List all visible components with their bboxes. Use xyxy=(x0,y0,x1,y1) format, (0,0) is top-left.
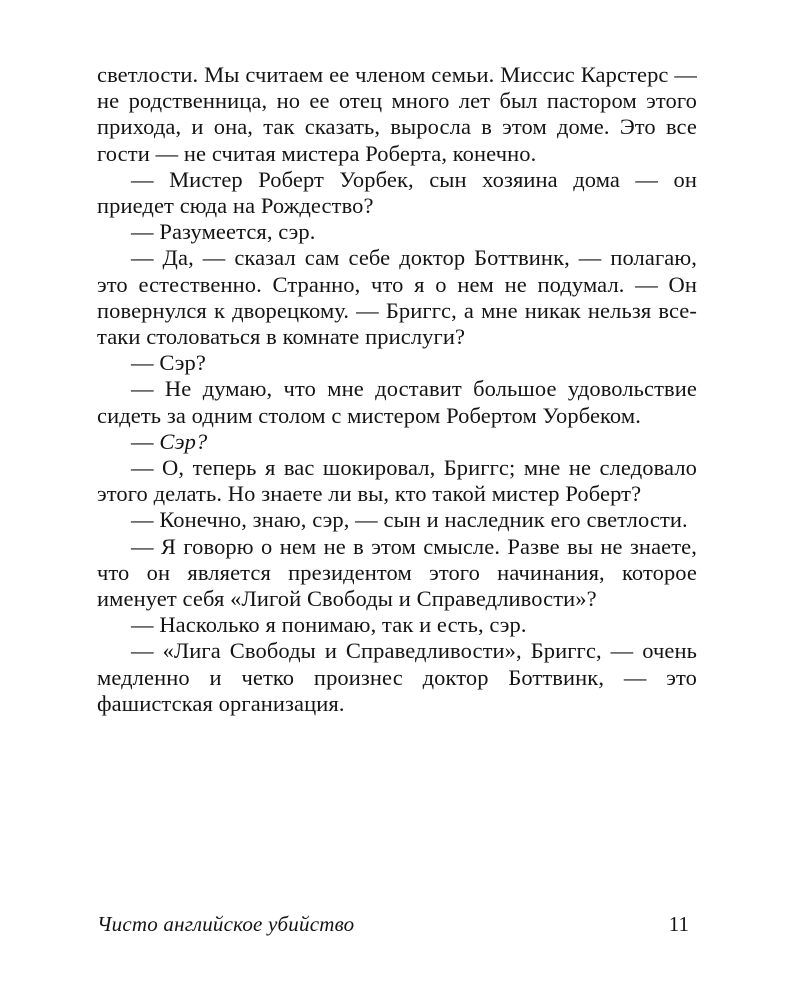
paragraph-5: — Сэр? xyxy=(131,350,206,376)
paragraph-7 xyxy=(97,429,697,455)
paragraph-7-italic: Сэр? xyxy=(159,428,208,454)
running-title: Чисто английское убийство xyxy=(97,912,355,936)
page-number: 11 xyxy=(668,912,689,936)
page-footer xyxy=(97,909,697,939)
paragraph-7-dash: — xyxy=(131,428,160,454)
paragraph-10: — Я говорю о нем не в этом смысле. Разве вы не знаете, что он является президентом этого начинания, которое именует себя «Лигой Свободы и Справедливости»? xyxy=(97,533,697,612)
paragraph-6: — Не думаю, что мне доставит большое удовольствие сидеть за одним столом с мистером Робертом Уорбеком. xyxy=(97,376,697,428)
paragraph-11: — Насколько я понимаю, так и есть, сэр. xyxy=(131,612,527,638)
paragraph-3: — Разумеется, сэр. xyxy=(131,219,316,245)
paragraph-1: светлости. Мы считаем ее членом семьи. Миссис Карстерс — не родственница, но ее отец много лет был пастором этого прихода, и она, так сказать, выросла в этом доме. Это все гости — не считая мистера Роберта, конечно. xyxy=(97,62,697,166)
paragraph-12: — «Лига Свободы и Справедливости», Бриггс, — очень медленно и четко произнес доктор Боттвинк, — это фашистская организация. xyxy=(97,638,697,716)
paragraph-2: — Мистер Роберт Уорбек, сын хозяина дома — он приедет сюда на Рождество? xyxy=(97,166,697,219)
body-text xyxy=(97,62,697,717)
paragraph-4: — Да, — сказал сам себе доктор Боттвинк, — полагаю, это естественно. Странно, что я о нем не подумал. — Он повернулся к дворецкому. — Бриггс, а мне никак нельзя все-таки столоваться в комнате прислуги? xyxy=(97,245,697,350)
paragraph-9: — Конечно, знаю, сэр, — сын и наследник его светлости. xyxy=(131,507,688,533)
paragraph-8: — О, теперь я вас шокировал, Бриггс; мне не следовало этого делать. Но знаете ли вы, кто такой мистер Роберт? xyxy=(97,455,697,507)
